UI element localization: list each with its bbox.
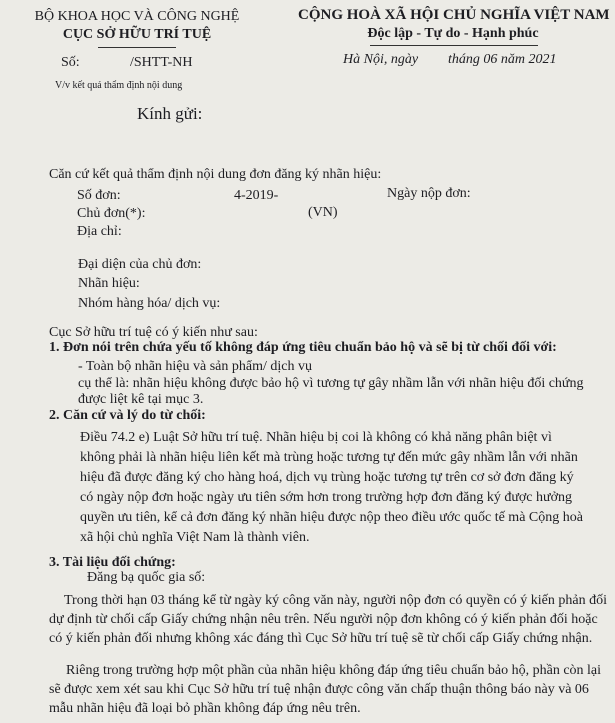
section-2-line: không phải là nhãn hiệu liên kết mà trùng hoặc tương tự đến mức gây nhầm lẫn với nhãn [80,450,578,465]
section-1-item: - Toàn bộ nhãn hiệu và sản phẩm/ dịch vụ [78,359,312,374]
country-name: CỘNG HOÀ XÃ HỘI CHỦ NGHĨA VIỆT NAM [298,7,610,23]
header-divider-left [98,47,176,48]
address-label: Địa chỉ: [77,224,122,239]
department-name: CỤC SỞ HỮU TRÍ TUỆ [62,27,212,42]
application-number-label: Số đơn: [77,188,121,203]
deadline-paragraph-line: dự định từ chối cấp Giấy chứng nhận nêu trên. Nếu người nộp đơn không có ý kiến phản đối hoặc [49,612,598,627]
national-motto: Độc lập - Tự do - Hạnh phúc [367,26,539,41]
section-3-item: Đăng bạ quốc gia số: [87,570,206,585]
document-number: /SHTT-NH [130,55,193,70]
date-place: Hà Nội, ngày [343,52,419,67]
header-divider-right [370,45,538,46]
intro-text: Căn cứ kết quả thẩm định nội dung đơn đăng ký nhãn hiệu: [49,167,382,182]
section-2-line: có ngày nộp đơn hoặc ngày ưu tiên sớm hơn trong trường hợp đơn đăng ký được hưởng [80,490,573,505]
section-2-line: Điều 74.2 e) Luật Sở hữu trí tuệ. Nhãn hiệu bị coi là không có khả năng phân biệt vì [80,430,552,445]
partial-paragraph-line: sẽ được xem xét sau khi Cục Sở hữu trí tuệ nhận được công văn chấp thuận thông báo này và 06 [49,682,589,697]
filing-date-label: Ngày nộp đơn: [387,186,471,201]
trademark-label: Nhãn hiệu: [78,276,140,291]
owner-country: (VN) [308,205,338,220]
ministry-name: BỘ KHOA HỌC VÀ CÔNG NGHỆ [34,9,240,24]
section-2-title: 2. Căn cứ và lý do từ chối: [49,408,206,423]
owner-label: Chủ đơn(*): [77,206,146,221]
representative-label: Đại diện của chủ đơn: [78,257,202,272]
greeting: Kính gửi: [137,104,203,123]
section-1-detail-line: cụ thể là: nhãn hiệu không được bảo hộ vì tương tự gây nhầm lẫn với nhãn hiệu đối chứng [78,376,584,391]
application-number-value: 4-2019- [234,188,279,203]
date-rest: tháng 06 năm 2021 [448,52,557,67]
opinion-intro: Cục Sở hữu trí tuệ có ý kiến như sau: [49,325,258,340]
goods-services-class-label: Nhóm hàng hóa/ dịch vụ: [78,296,221,311]
document-subject: V/v kết quả thẩm định nội dung [55,80,183,91]
document-number-label: Số: [61,55,80,70]
section-1-title: 1. Đơn nói trên chứa yếu tố không đáp ứng tiêu chuẩn bảo hộ và sẽ bị từ chối đối với: [49,340,557,355]
deadline-paragraph-line: có ý kiến phản đối nhưng không xác đáng thì Cục Sở hữu trí tuệ sẽ từ chối cấp Giấy chứng nhận. [49,631,593,646]
section-1-detail-line: được liệt kê tại mục 3. [78,392,204,407]
deadline-paragraph-line: Trong thời hạn 03 tháng kể từ ngày ký công văn này, người nộp đơn có quyền có ý kiến phản đối [64,593,607,608]
section-2-line: hiệu đã được đăng ký cho hàng hoá, dịch vụ trùng hoặc tương tự trên cơ sở đơn đăng ký [80,470,574,485]
section-2-line: xã hội chủ nghĩa Việt Nam là thành viên. [80,530,310,545]
section-3-title: 3. Tài liệu đối chứng: [49,555,176,570]
partial-paragraph-line: mẫu nhãn hiệu đã loại bỏ phần không đáp ứng nêu trên. [49,701,361,716]
section-2-line: quyền ưu tiên, kể cả đơn đăng ký nhãn hiệu được nộp theo điều ước quốc tế mà Cộng hoà [80,510,583,525]
partial-paragraph-line: Riêng trong trường hợp một phần của nhãn hiệu không đáp ứng tiêu chuẩn bảo hộ, phần còn lại [66,663,602,678]
